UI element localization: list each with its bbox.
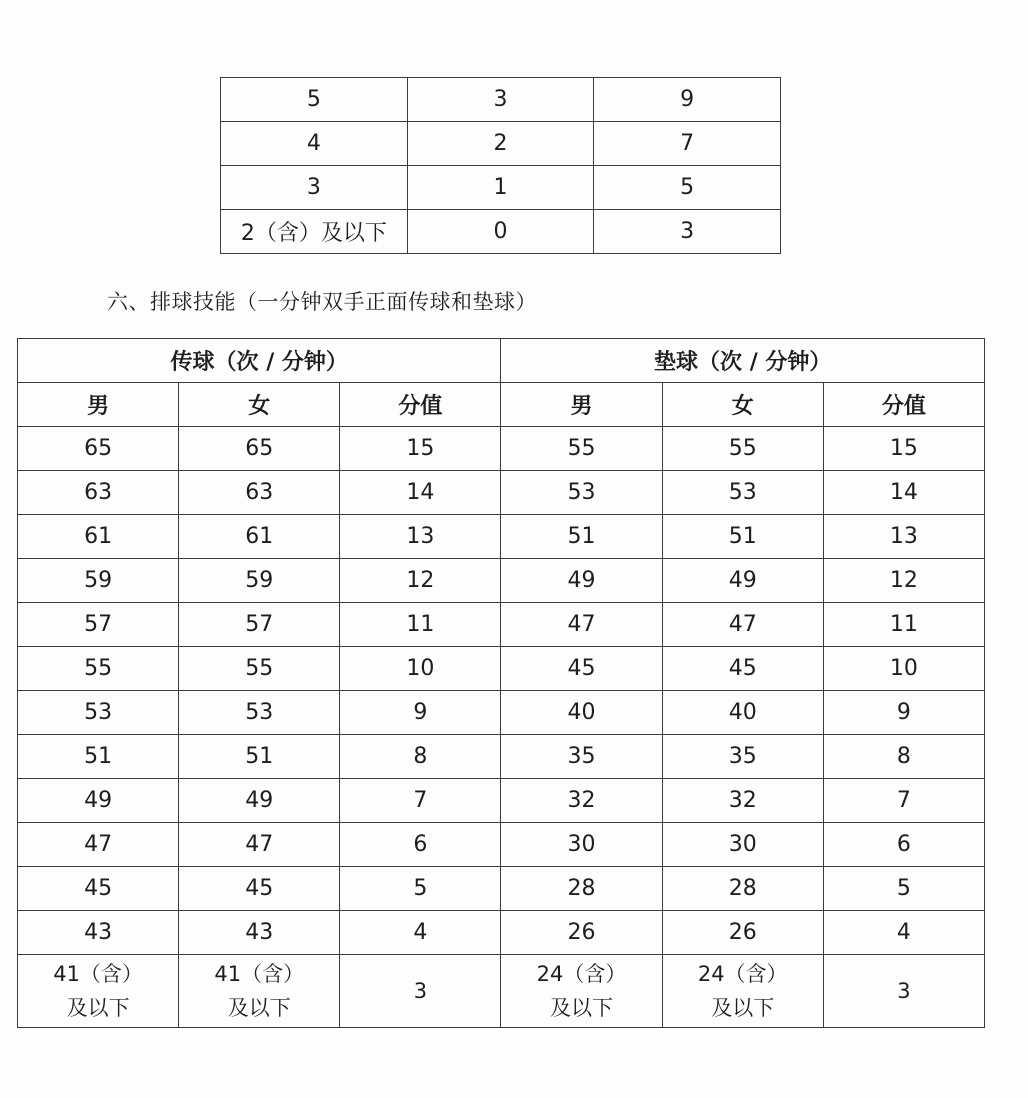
dig-female-cell: 30 — [662, 823, 823, 867]
table-cell: 2（含）及以下 — [221, 210, 408, 254]
dig-score-cell: 7 — [823, 779, 984, 823]
dig-male-cell: 35 — [501, 735, 662, 779]
dig-score-cell: 12 — [823, 559, 984, 603]
table-cell: 3 — [221, 166, 408, 210]
pass-male-cell: 49 — [18, 779, 179, 823]
table-row — [18, 823, 985, 867]
dig-female-cell: 53 — [662, 471, 823, 515]
dig-male-cell: 49 — [501, 559, 662, 603]
table-row — [18, 735, 985, 779]
dig-score-cell: 11 — [823, 603, 984, 647]
pass-male-cell: 41（含） 及以下 — [18, 955, 179, 1028]
pass-score-cell: 14 — [340, 471, 501, 515]
table-row — [18, 691, 985, 735]
dig-male-header: 男 — [501, 383, 662, 427]
table-row — [221, 122, 781, 166]
dig-female-cell: 24（含） 及以下 — [662, 955, 823, 1028]
table-row — [18, 867, 985, 911]
dig-male-cell: 24（含） 及以下 — [501, 955, 662, 1028]
dig-score-cell: 5 — [823, 867, 984, 911]
pass-score-cell: 10 — [340, 647, 501, 691]
pass-score-cell: 13 — [340, 515, 501, 559]
table-cell: 3 — [407, 78, 594, 122]
dig-male-cell: 28 — [501, 867, 662, 911]
pass-score-cell: 12 — [340, 559, 501, 603]
table-cell: 9 — [594, 78, 781, 122]
dig-male-cell: 45 — [501, 647, 662, 691]
pass-female-cell: 47 — [179, 823, 340, 867]
dig-male-cell: 32 — [501, 779, 662, 823]
table-row-last — [18, 955, 985, 1028]
pass-female-cell: 57 — [179, 603, 340, 647]
pass-score-cell: 7 — [340, 779, 501, 823]
dig-female-cell: 47 — [662, 603, 823, 647]
dig-score-cell: 8 — [823, 735, 984, 779]
pass-female-header: 女 — [179, 383, 340, 427]
dig-male-cell: 51 — [501, 515, 662, 559]
pass-score-cell: 8 — [340, 735, 501, 779]
dig-female-cell: 40 — [662, 691, 823, 735]
pass-male-cell: 59 — [18, 559, 179, 603]
pass-score-cell: 11 — [340, 603, 501, 647]
table-row — [18, 515, 985, 559]
table-cell: 5 — [594, 166, 781, 210]
score-table-continued — [220, 77, 781, 254]
pass-male-header: 男 — [18, 383, 179, 427]
pass-male-cell: 53 — [18, 691, 179, 735]
table-cell: 1 — [407, 166, 594, 210]
dig-male-cell: 55 — [501, 427, 662, 471]
pass-score-cell: 4 — [340, 911, 501, 955]
dig-female-cell: 26 — [662, 911, 823, 955]
dig-male-cell: 53 — [501, 471, 662, 515]
dig-female-cell: 49 — [662, 559, 823, 603]
pass-female-cell: 59 — [179, 559, 340, 603]
table-cell: 0 — [407, 210, 594, 254]
volleyball-skill-score-table — [17, 338, 985, 1028]
pass-female-cell: 43 — [179, 911, 340, 955]
pass-male-cell: 57 — [18, 603, 179, 647]
pass-score-cell: 5 — [340, 867, 501, 911]
pass-female-cell: 61 — [179, 515, 340, 559]
table-row — [18, 603, 985, 647]
pass-male-cell: 43 — [18, 911, 179, 955]
table-row — [221, 210, 781, 254]
dig-score-cell: 6 — [823, 823, 984, 867]
table-row — [18, 647, 985, 691]
pass-male-cell: 55 — [18, 647, 179, 691]
dig-score-cell: 10 — [823, 647, 984, 691]
pass-female-cell: 63 — [179, 471, 340, 515]
table-row — [18, 911, 985, 955]
pass-female-cell: 51 — [179, 735, 340, 779]
table-cell: 7 — [594, 122, 781, 166]
dig-score-cell: 3 — [823, 955, 984, 1028]
dig-score-cell: 14 — [823, 471, 984, 515]
dig-male-cell: 30 — [501, 823, 662, 867]
table-cell: 4 — [221, 122, 408, 166]
section-heading: 六、排球技能（一分钟双手正面传球和垫球） — [107, 290, 537, 314]
pass-male-cell: 63 — [18, 471, 179, 515]
pass-male-cell: 45 — [18, 867, 179, 911]
dig-score-cell: 4 — [823, 911, 984, 955]
pass-score-cell: 15 — [340, 427, 501, 471]
table-row — [221, 166, 781, 210]
table-cell: 3 — [594, 210, 781, 254]
dig-score-cell: 13 — [823, 515, 984, 559]
pass-female-cell: 45 — [179, 867, 340, 911]
dig-female-cell: 28 — [662, 867, 823, 911]
group-header-row — [18, 339, 985, 383]
table-row — [221, 78, 781, 122]
table-row — [18, 559, 985, 603]
dig-female-cell: 32 — [662, 779, 823, 823]
table-row — [18, 427, 985, 471]
dig-female-cell: 45 — [662, 647, 823, 691]
pass-score-cell: 6 — [340, 823, 501, 867]
pass-male-cell: 51 — [18, 735, 179, 779]
pass-male-cell: 65 — [18, 427, 179, 471]
table-cell: 2 — [407, 122, 594, 166]
pass-score-cell: 3 — [340, 955, 501, 1028]
dig-score-cell: 9 — [823, 691, 984, 735]
pass-female-cell: 53 — [179, 691, 340, 735]
dig-score-cell: 15 — [823, 427, 984, 471]
pass-score-header: 分值 — [340, 383, 501, 427]
pass-female-cell: 65 — [179, 427, 340, 471]
pass-score-cell: 9 — [340, 691, 501, 735]
table-cell: 5 — [221, 78, 408, 122]
table-row — [18, 471, 985, 515]
dig-female-cell: 55 — [662, 427, 823, 471]
pass-female-cell: 55 — [179, 647, 340, 691]
pass-female-cell: 41（含） 及以下 — [179, 955, 340, 1028]
dig-group-header: 垫球（次 / 分钟） — [501, 339, 985, 383]
table-row — [18, 779, 985, 823]
dig-female-header: 女 — [662, 383, 823, 427]
pass-male-cell: 61 — [18, 515, 179, 559]
dig-male-cell: 26 — [501, 911, 662, 955]
pass-group-header: 传球（次 / 分钟） — [18, 339, 501, 383]
dig-male-cell: 40 — [501, 691, 662, 735]
sub-header-row — [18, 383, 985, 427]
pass-female-cell: 49 — [179, 779, 340, 823]
dig-female-cell: 51 — [662, 515, 823, 559]
dig-male-cell: 47 — [501, 603, 662, 647]
dig-female-cell: 35 — [662, 735, 823, 779]
pass-male-cell: 47 — [18, 823, 179, 867]
dig-score-header: 分值 — [823, 383, 984, 427]
